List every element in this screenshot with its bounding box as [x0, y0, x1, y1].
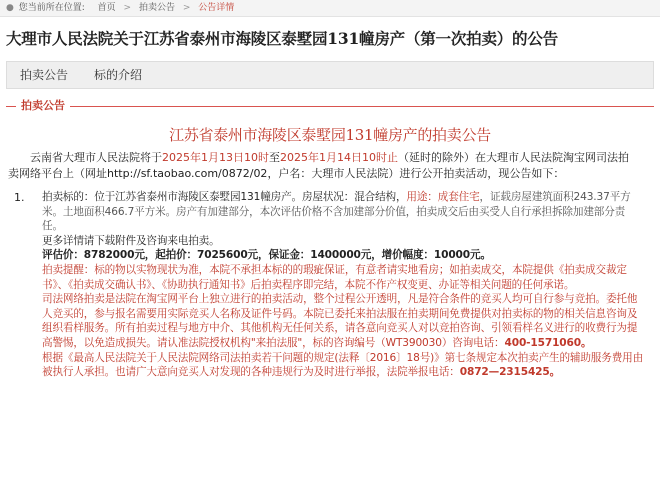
- section-header: [6, 99, 654, 112]
- price-label: ，保证金：: [258, 249, 311, 262]
- tab-item-introduction[interactable]: 标的介绍: [94, 68, 143, 82]
- intro-text: （延时的除外）在大理市人民法院淘宝网司法拍卖网络平台上（网址: [8, 151, 629, 180]
- report-phone: 0872—2315425。: [459, 366, 561, 379]
- price-line: [42, 248, 644, 263]
- section-divider: [6, 106, 654, 107]
- notice-intro: [8, 150, 638, 182]
- breadcrumb-notice-detail: 公告详情: [198, 3, 235, 13]
- target-description: [42, 190, 644, 234]
- notice-title-subject: 江苏省泰州市海陵区泰墅园131幢房产: [169, 126, 418, 144]
- price-label: ，增价幅度：: [371, 249, 434, 262]
- notice-list: [8, 190, 644, 380]
- tab-auction-notice[interactable]: 拍卖公告: [20, 68, 69, 82]
- section-label: 拍卖公告: [16, 99, 70, 112]
- intro-text: 至: [269, 151, 280, 164]
- breadcrumb-home[interactable]: 首页: [97, 3, 116, 13]
- deposit-amount: 1400000元: [310, 249, 372, 262]
- breadcrumb-auction-notices[interactable]: 拍卖公告: [138, 3, 175, 13]
- breadcrumb-separator: >: [182, 3, 191, 13]
- auction-disclaimer: [42, 292, 644, 350]
- notice-title: [0, 124, 660, 146]
- appraisal-price: 8782000元: [83, 249, 145, 262]
- bid-increment: 10000元。: [433, 249, 491, 262]
- location-icon: ●: [6, 3, 14, 13]
- consult-phone: 400-1571060。: [504, 336, 592, 349]
- auction-url-link[interactable]: http://sf.taobao.com/0872/02: [107, 167, 268, 180]
- usage-text: 用途：成套住宅: [406, 191, 480, 203]
- price-label: 评估价：: [42, 249, 84, 262]
- auction-reminder: 拍卖提醒：标的物以实物现状为准，本院不承担本标的的瑕疵保证，有意者请实地看房；如拍卖成交，本院提供《拍卖成交裁定书》、《拍卖成交确认书》、《协助执行通知书》后拍卖程序即完结，本院不作产权变更、办证等相关问题的任何承诺。: [42, 263, 627, 291]
- auction-end-date: 2025年1月14日10时止: [280, 151, 398, 164]
- intro-text: ，户名：大理市人民法院）进行公开拍卖活动，现公告如下：: [267, 167, 565, 180]
- list-item-number: 1.: [14, 191, 25, 204]
- regulation-text: 根据《最高人民法院关于人民法院网络司法拍卖若干问题的规定(法释〔2016〕18号)》第七条规定本次拍卖产生的辅助服务费用由被执行人承担。也请广大意向竞买人对发现的各种违规行为及时进行举报，法院举报电话：: [42, 351, 644, 379]
- breadcrumb-prefix: 您当前所在位置:: [18, 3, 85, 13]
- more-info-text: 更多详情请下载附件及咨询来电拍卖。: [42, 234, 220, 247]
- target-text: 拍卖标的：位于江苏省泰州市海陵区泰墅园131幢房产。房屋状况：混合结构，: [42, 191, 407, 203]
- auction-start-date: 2025年1月13日10时: [162, 151, 269, 164]
- notice-title-suffix: 的拍卖公告: [417, 126, 491, 144]
- regulation-notice: [42, 351, 644, 380]
- price-label: ，起拍价：: [144, 249, 197, 262]
- intro-text: 云南省大理市人民法院将于: [30, 151, 162, 164]
- tab-bar: [6, 61, 654, 89]
- page-title: 大理市人民法院关于江苏省泰州市海陵区泰墅园131幢房产（第一次拍卖）的公告: [6, 29, 558, 48]
- breadcrumb: [0, 0, 660, 17]
- starting-price: 7025600元: [197, 249, 258, 262]
- disclaimer-text: 司法网络拍卖是法院在淘宝网平台上独立进行的拍卖活动，整个过程公开透明，凡是符合条件的竞买人均可自行参与竞拍。委托他人竞买的，参与报名需要用实际竞买人名称及证件号码。本院已委托来拍法服在拍卖期间免费提供对拍卖标的物的相关信息咨询及组织看样服务。所有拍卖过程与地方中介、其他机构无任何关系，请各意向竞买人对以竞拍咨询、引领看样名义进行的收费行为提高警惕，以免造成损失。请认准法院授权机构"来拍法服"，标的咨询编号（WT390030）咨询电话：: [42, 293, 638, 349]
- breadcrumb-separator: >: [123, 3, 132, 13]
- target-text: ，证载房屋建筑面积243.37平方米。土地面积466.7平方米。房产有加建部分，本次评估价格不含加建部分价值，拍卖成交后由买受人自行承担拆除加建部分责任。: [42, 191, 631, 233]
- list-item: [42, 190, 644, 380]
